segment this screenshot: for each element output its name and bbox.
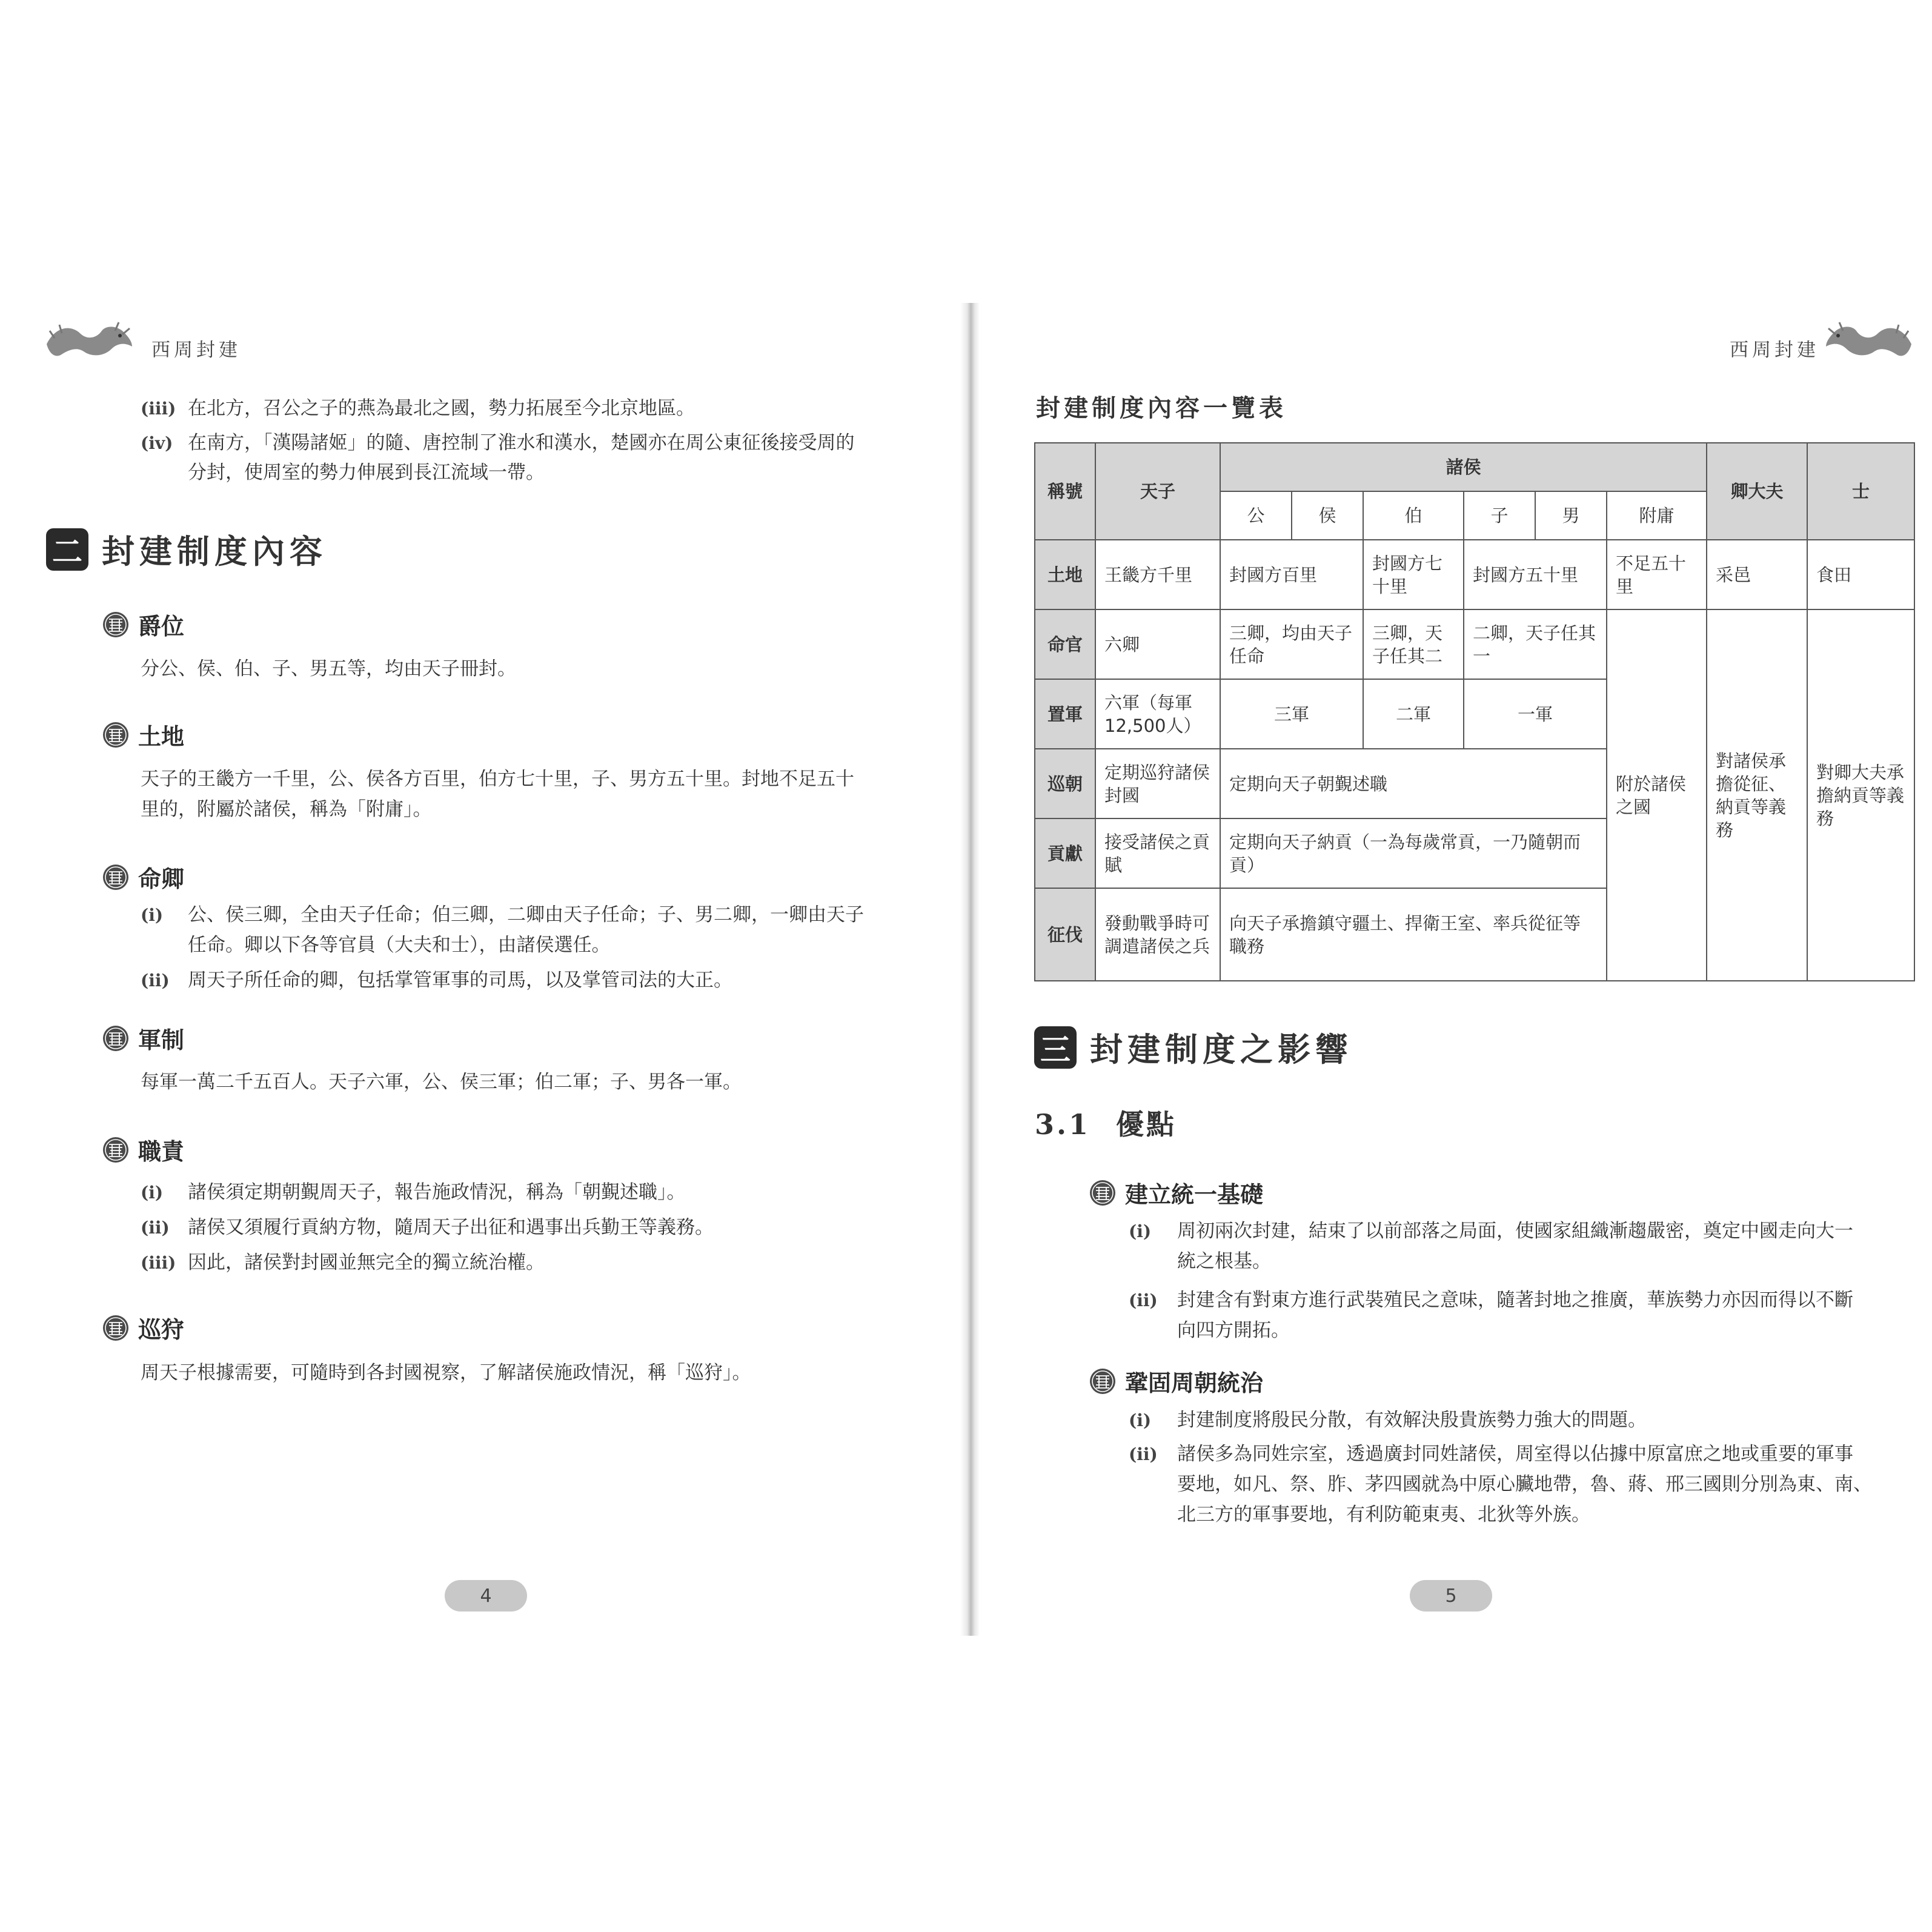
list-item-text: 北三方的軍事要地，有利防範東夷、北狄等外族。	[1177, 1504, 1590, 1525]
list-item-text: 統之根基。	[1177, 1250, 1271, 1272]
medallion-icon	[102, 611, 130, 639]
page-4	[0, 303, 969, 1636]
table-row	[1035, 443, 1914, 491]
section-heading	[46, 526, 327, 573]
list-item: (ii)	[1129, 1290, 1158, 1310]
row-label: 土地	[1035, 540, 1095, 609]
table-cell: 封國方百里	[1220, 540, 1363, 609]
row-label: 巡朝	[1035, 749, 1095, 818]
list-item-text: 要地，如凡、祭、胙、茅四國就為中原心臟地帶，魯、蔣、邢三國則分別為東、南、	[1177, 1473, 1872, 1495]
table-cell: 食田	[1807, 540, 1914, 609]
list-item: (iii)	[141, 399, 176, 419]
table-cell: 三卿，天子任其二	[1363, 609, 1464, 679]
subsection-heading: 命卿	[102, 860, 184, 894]
list-item-text: 在北方，召公之子的燕為最北之國，勢力拓展至今北京地區。	[188, 397, 695, 419]
table-cell: 附於諸侯之國	[1607, 609, 1707, 981]
section-number: 三	[1034, 1026, 1077, 1069]
table-cell: 定期向天子朝覲述職	[1220, 749, 1607, 818]
list-item: (iii)	[141, 1253, 176, 1273]
table-cell: 二卿，天子任其一	[1464, 609, 1607, 679]
list-item: (i)	[1129, 1410, 1152, 1430]
subsection-heading: 建立統一基礎	[1089, 1176, 1263, 1209]
section-heading	[1034, 1024, 1353, 1071]
dragon-icon	[44, 320, 134, 362]
table-header: 士	[1807, 443, 1914, 540]
medallion-icon	[1089, 1367, 1117, 1395]
list-item-text: 周天子所任命的卿，包括掌管軍事的司馬，以及掌管司法的大正。	[188, 969, 732, 991]
subsection-heading: 職責	[102, 1133, 184, 1166]
page-5	[969, 303, 1932, 1636]
subsection-3-1: 3.1 優點	[1035, 1108, 1177, 1141]
paragraph: 周天子根據需要，可隨時到各封國視察，了解諸侯施政情況，稱「巡狩」。	[141, 1362, 751, 1384]
section-title: 封建制度內容	[102, 532, 327, 571]
paragraph: 里的，附屬於諸侯，稱為「附庸」。	[141, 798, 432, 820]
table-cell: 三卿，均由天子任命	[1220, 609, 1363, 679]
table-header: 天子	[1095, 443, 1220, 540]
page-number: 4	[445, 1580, 527, 1612]
table-header: 附庸	[1607, 491, 1707, 540]
list-item: (ii)	[1129, 1444, 1158, 1464]
subsection-heading: 鞏固周朝統治	[1089, 1364, 1263, 1398]
list-item: (ii)	[141, 1218, 170, 1238]
table-cell: 定期巡狩諸侯封國	[1095, 749, 1220, 818]
table-header: 子	[1464, 491, 1535, 540]
row-label: 置軍	[1035, 679, 1095, 749]
list-item-text: 諸侯又須履行貢納方物，隨周天子出征和遇事出兵勤王等義務。	[188, 1217, 714, 1238]
dragon-icon	[1824, 320, 1914, 362]
list-item-text: 因此，諸侯對封國並無完全的獨立統治權。	[188, 1252, 545, 1273]
table-cell: 向天子承擔鎮守疆土、捍衛王室、率兵從征等職務	[1220, 888, 1607, 981]
medallion-icon	[102, 863, 130, 891]
table-cell: 封國方五十里	[1464, 540, 1607, 609]
list-item-text: 向四方開拓。	[1177, 1320, 1290, 1341]
row-label: 征伐	[1035, 888, 1095, 981]
header-title-right: 西周封建	[1730, 339, 1819, 361]
table-header: 諸侯	[1220, 443, 1707, 491]
table-header: 伯	[1363, 491, 1464, 540]
table-cell: 接受諸侯之貢賦	[1095, 818, 1220, 888]
book-spread-scan	[0, 303, 1932, 1636]
list-item-text: 諸侯多為同姓宗室，透過廣封同姓諸侯，周室得以佔據中原富庶之地或重要的軍事	[1177, 1443, 1853, 1465]
row-label: 貢獻	[1035, 818, 1095, 888]
list-item-text: 周初兩次封建，結束了以前部落之局面，使國家組織漸趨嚴密，奠定中國走向大一	[1177, 1220, 1853, 1242]
medallion-icon	[1089, 1179, 1117, 1207]
table-cell: 采邑	[1707, 540, 1807, 609]
table-cell: 三軍	[1220, 679, 1363, 749]
table-cell: 王畿方千里	[1095, 540, 1220, 609]
list-item-text: 在南方，「漢陽諸姬」的隨、唐控制了淮水和漢水，楚國亦在周公東征後接受周的	[188, 432, 855, 454]
list-item-text: 封建含有對東方進行武裝殖民之意味，隨著封地之推廣，華族勢力亦因而得以不斷	[1177, 1289, 1853, 1311]
header-title-left: 西周封建	[151, 339, 241, 361]
table-header: 稱號	[1035, 443, 1095, 540]
subsection-heading: 爵位	[102, 608, 184, 641]
list-item-text: 任命。卿以下各等官員（大夫和士），由諸侯選任。	[188, 934, 611, 956]
list-item: (i)	[141, 1183, 164, 1203]
page-number: 5	[1410, 1580, 1492, 1612]
table-title: 封建制度內容一覽表	[1036, 394, 1287, 422]
medallion-icon	[102, 1024, 130, 1052]
medallion-icon	[102, 1136, 130, 1164]
table-cell: 六卿	[1095, 609, 1220, 679]
medallion-icon	[102, 1314, 130, 1342]
paragraph: 天子的王畿方一千里，公、侯各方百里，伯方七十里，子、男方五十里。封地不足五十	[141, 768, 854, 790]
table-header: 卿大夫	[1707, 443, 1807, 540]
table-header: 侯	[1292, 491, 1363, 540]
table-cell: 一軍	[1464, 679, 1607, 749]
list-item-text: 分封，使周室的勢力伸展到長江流域一帶。	[188, 462, 545, 483]
table-cell: 封國方七十里	[1363, 540, 1464, 609]
row-label: 命官	[1035, 609, 1095, 679]
subsection-heading: 土地	[102, 718, 184, 751]
section-title: 封建制度之影響	[1090, 1030, 1353, 1069]
subsection-heading: 巡狩	[102, 1311, 184, 1344]
section-number: 二	[46, 528, 88, 571]
list-item: (iv)	[141, 433, 173, 453]
table-cell: 六軍（每軍12,500人）	[1095, 679, 1220, 749]
table-cell: 對諸侯承擔從征、納貢等義務	[1707, 609, 1807, 981]
table-cell: 不足五十里	[1607, 540, 1707, 609]
table-cell: 發動戰爭時可調遣諸侯之兵	[1095, 888, 1220, 981]
medallion-icon	[102, 721, 130, 749]
table-cell: 二軍	[1363, 679, 1464, 749]
list-item: (ii)	[141, 971, 170, 991]
paragraph: 每軍一萬二千五百人。天子六軍，公、侯三軍；伯二軍；子、男各一軍。	[141, 1071, 742, 1093]
table-cell: 定期向天子納貢（一為每歲常貢，一乃隨朝而貢）	[1220, 818, 1607, 888]
paragraph: 分公、侯、伯、子、男五等，均由天子冊封。	[141, 658, 516, 680]
subsection-heading: 軍制	[102, 1021, 184, 1055]
feudal-system-table	[1034, 442, 1915, 981]
list-item: (i)	[141, 905, 164, 925]
list-item-text: 封建制度將殷民分散，有效解決殷貴族勢力強大的問題。	[1177, 1409, 1647, 1431]
list-item: (i)	[1129, 1221, 1152, 1241]
table-header: 公	[1220, 491, 1292, 540]
table-row	[1035, 540, 1914, 609]
table-header: 男	[1535, 491, 1607, 540]
table-row	[1035, 609, 1914, 679]
list-item-text: 諸侯須定期朝覲周天子，報告施政情況，稱為「朝覲述職」。	[188, 1181, 686, 1203]
table-cell: 對卿大夫承擔納貢等義務	[1807, 609, 1914, 981]
list-item-text: 公、侯三卿，全由天子任命；伯三卿，二卿由天子任命；子、男二卿，一卿由天子	[188, 904, 864, 926]
